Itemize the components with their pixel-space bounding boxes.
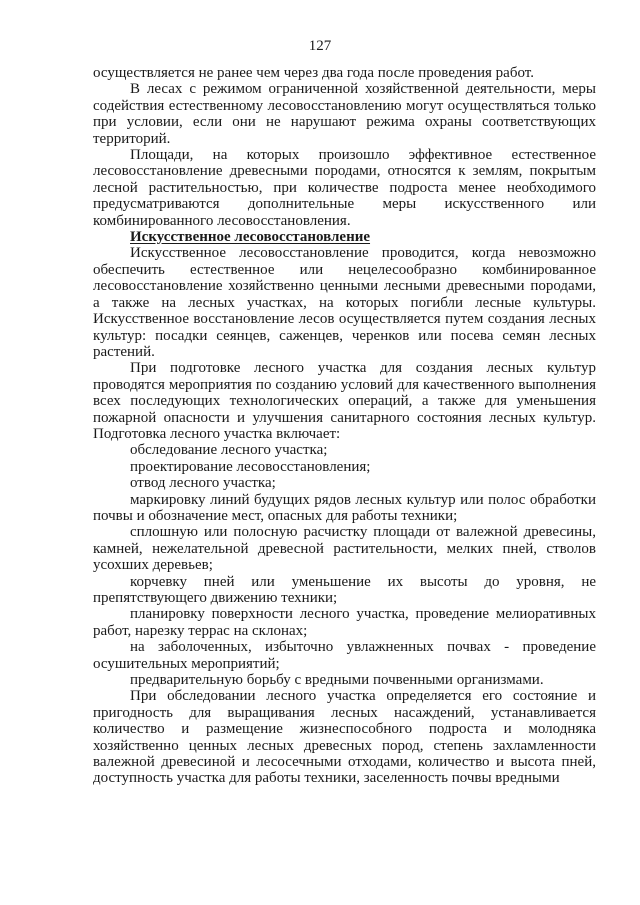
paragraph-artificial-regeneration: Искусственное лесовосстановление проводится, когда невозможно обеспечить естественное или нецелесообразно комбинированное лесовосстановление хозяйственно ценными лесными древесными породами, а также на лесных участках, на которых погибли лесные культуры. Искусственное восстановление лесов осуществляется путем создания лесных культур: посадки сеянцев, саженцев, черенков или посева семян лесных растений. (93, 245, 596, 360)
list-item: отвод лесного участка; (130, 475, 276, 492)
page-number: 127 (308, 38, 332, 54)
paragraph-site-preparation: При подготовке лесного участка для создания лесных культур проводятся мероприятия по созданию условий для качественного выполнения всех последующих технологических операций, а также для уменьшения пожарной опасности и улучшения санитарного состояния лесных культур. Подготовка лесного участка включает: (93, 360, 596, 442)
list-item: на заболоченных, избыточно увлажненных почвах - проведение осушительных мероприятий; (93, 639, 596, 672)
list-item: предварительную борьбу с вредными почвенными организмами. (130, 672, 544, 689)
document-body (93, 65, 596, 787)
list-item: планировку поверхности лесного участка, проведение мелиоративных работ, нарезку террас на склонах; (93, 606, 596, 639)
list-item: проектирование лесовосстановления; (130, 458, 371, 475)
paragraph-restricted-forests: В лесах с режимом ограниченной хозяйственной деятельности, меры содействия естественному лесовосстановлению могут осуществляться только при условии, если они не нарушают режима охраны соответствующих территорий. (93, 81, 596, 147)
paragraph-natural-regeneration: Площади, на которых произошло эффективное естественное лесовосстановление древесными породами, относятся к землям, покрытым лесной растительностью, при количестве подроста менее необходимого предусматриваются дополнительные меры искусственного или комбинированного лесовосстановления. (93, 147, 596, 229)
list-item: корчевку пней или уменьшение их высоты до уровня, не препятствующего движению техники; (93, 573, 596, 606)
paragraph-site-survey: При обследовании лесного участка определяется его состояние и пригодность для выращивания лесных насаждений, устанавливается количество и размещение жизнеспособного подроста и молодняка хозяйственно ценных лесных древесных пород, степень захламленности валежной древесиной и лесосечными отходами, количество и высота пней, доступность участка для работы техники, заселенность почвы вредными (93, 688, 596, 787)
list-item: обследование лесного участка; (130, 442, 328, 459)
section-heading: Искусственное лесовосстановление (130, 229, 371, 246)
list-item: маркировку линий будущих рядов лесных культур или полос обработки почвы и обозначение мест, опасных для работы техники; (93, 491, 596, 524)
list-item: сплошную или полосную расчистку площади от валежной древесины, камней, нежелательной древесной растительности, мелких пней, стволов усохших деревьев; (93, 524, 596, 574)
paragraph-continuation: осуществляется не ранее чем через два года после проведения работ. (93, 65, 534, 81)
